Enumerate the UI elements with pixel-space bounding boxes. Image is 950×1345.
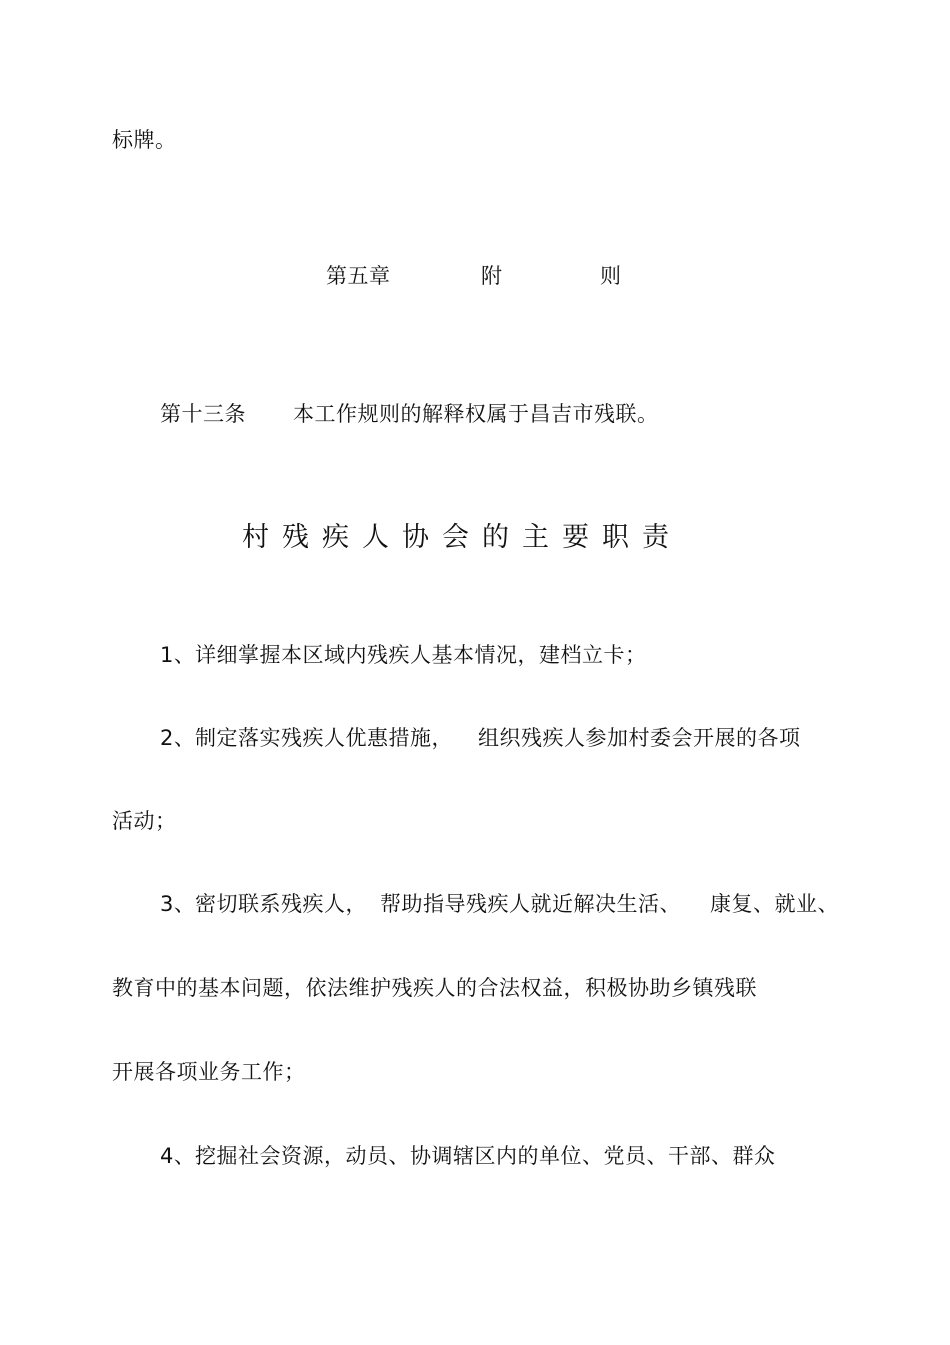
section-title: 村残疾人协会的主要职责 <box>242 522 682 553</box>
continuation-text: 标牌。 <box>112 128 177 152</box>
item-line: 活动； <box>112 809 177 833</box>
item-line: 康复、就业、 <box>710 892 839 916</box>
item-line: 密切联系残疾人， <box>195 892 367 916</box>
item-line: 开展各项业务工作； <box>112 1060 306 1084</box>
item-number: 2、 <box>160 726 196 750</box>
item-line: 组织残疾人参加村委会开展的各项 <box>478 726 801 750</box>
item-number: 4、 <box>160 1144 196 1168</box>
item-line: 帮助指导残疾人就近解决生活、 <box>380 892 681 916</box>
item-number: 3、 <box>160 892 196 916</box>
article-text: 本工作规则的解释权属于昌吉市残联。 <box>293 402 659 426</box>
item-line: 制定落实残疾人优惠措施， <box>195 726 453 750</box>
chapter-word-1: 附 <box>481 264 503 288</box>
item-number: 1、 <box>160 643 196 667</box>
chapter-word-2: 则 <box>600 264 622 288</box>
item-line: 教育中的基本问题，依法维护残疾人的合法权益，积极协助乡镇残联 <box>112 976 757 1000</box>
article-label: 第十三条 <box>160 402 246 426</box>
chapter-number: 第五章 <box>326 264 391 288</box>
item-line: 挖掘社会资源，动员、协调辖区内的单位、党员、干部、群众 <box>195 1144 776 1168</box>
item-line: 详细掌握本区域内残疾人基本情况，建档立卡； <box>195 643 647 667</box>
